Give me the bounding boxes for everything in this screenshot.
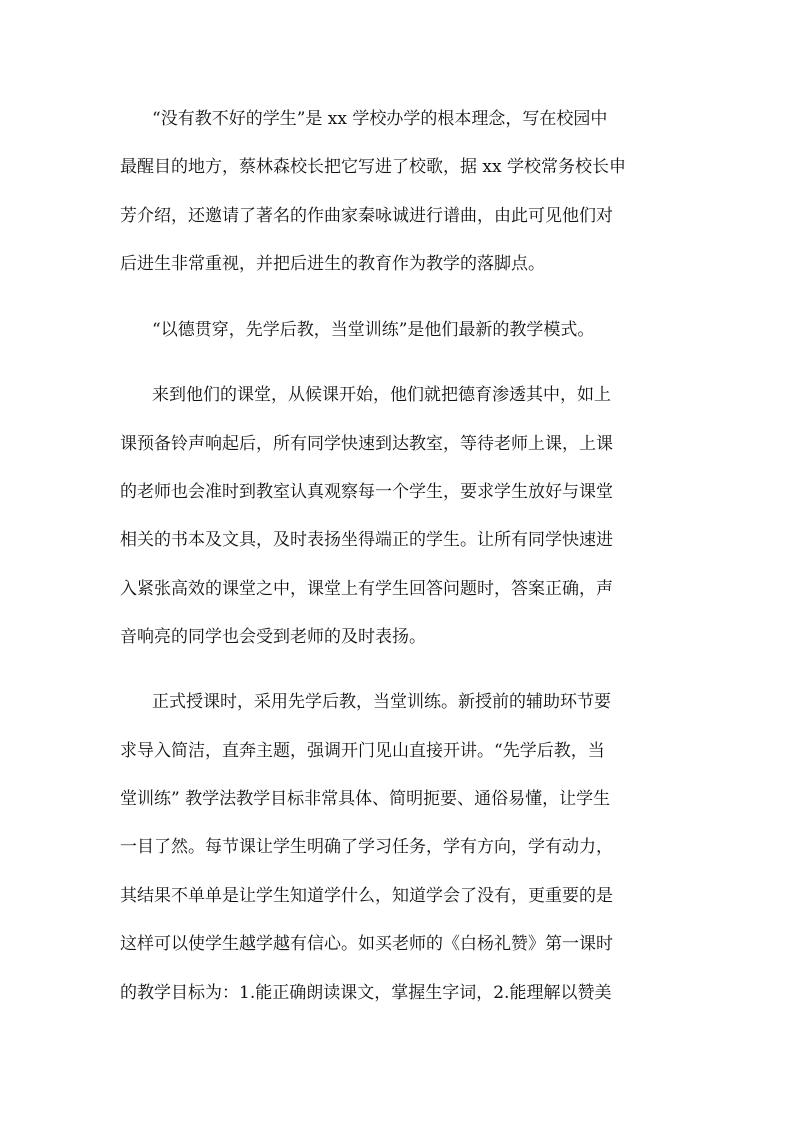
paragraph-4-line-4: 一目了然。每节课让学生明确了学习任务，学有方向，学有动力， (120, 837, 613, 857)
paragraph-4-line-3: 堂训练” 教学法教学目标非常具体、简明扼要、通俗易懂，让学生 (120, 789, 611, 809)
paragraph-3-line-4: 相关的书本及文具，及时表扬坐得端正的学生。让所有同学快速进 (120, 530, 613, 550)
paragraph-4-line-1: 正式授课时，采用先学后教，当堂训练。新授前的辅助环节要 (152, 692, 611, 712)
paragraph-2-line-1: “以德贯穿，先学后教，当堂训练”是他们最新的教学模式。 (152, 320, 595, 340)
paragraph-1-line-3: 芳介绍，还邀请了著名的作曲家秦咏诚进行谱曲，由此可见他们对 (120, 206, 613, 226)
paragraph-1-line-1: “没有教不好的学生”是 xx 学校办学的根本理念，写在校园中 (152, 109, 608, 129)
paragraph-3-line-1: 来到他们的课堂，从候课开始，他们就把德育渗透其中，如上 (152, 385, 611, 405)
paragraph-3-line-6: 音响亮的同学也会受到老师的及时表扬。 (120, 627, 426, 647)
paragraph-4-line-6: 这样可以使学生越学越有信心。如买老师的《白杨礼赞》第一课时 (120, 934, 613, 954)
paragraph-3-line-2: 课预备铃声响起后，所有同学快速到达教室，等待老师上课，上课 (120, 434, 613, 454)
paragraph-4-line-5: 其结果不单单是让学生知道学什么，知道学会了没有，更重要的是 (120, 886, 613, 906)
paragraph-1-line-2: 最醒目的地方，蔡林森校长把它写进了校歌，据 xx 学校常务校长申 (120, 157, 626, 177)
paragraph-3-line-3: 的老师也会准时到教室认真观察每一个学生，要求学生放好与课堂 (120, 482, 613, 502)
paragraph-3-line-5: 入紧张高效的课堂之中，课堂上有学生回答问题时，答案正确，声 (120, 579, 613, 599)
paragraph-4-line-7: 的教学目标为：1.能正确朗读课文，掌握生字词，2.能理解以赞美 (120, 983, 612, 1003)
paragraph-4-line-2: 求导入简洁，直奔主题，强调开门见山直接开讲。“先学后教，当 (120, 741, 605, 761)
paragraph-1-line-4: 后进生非常重视，并把后进生的教育作为教学的落脚点。 (120, 254, 545, 274)
